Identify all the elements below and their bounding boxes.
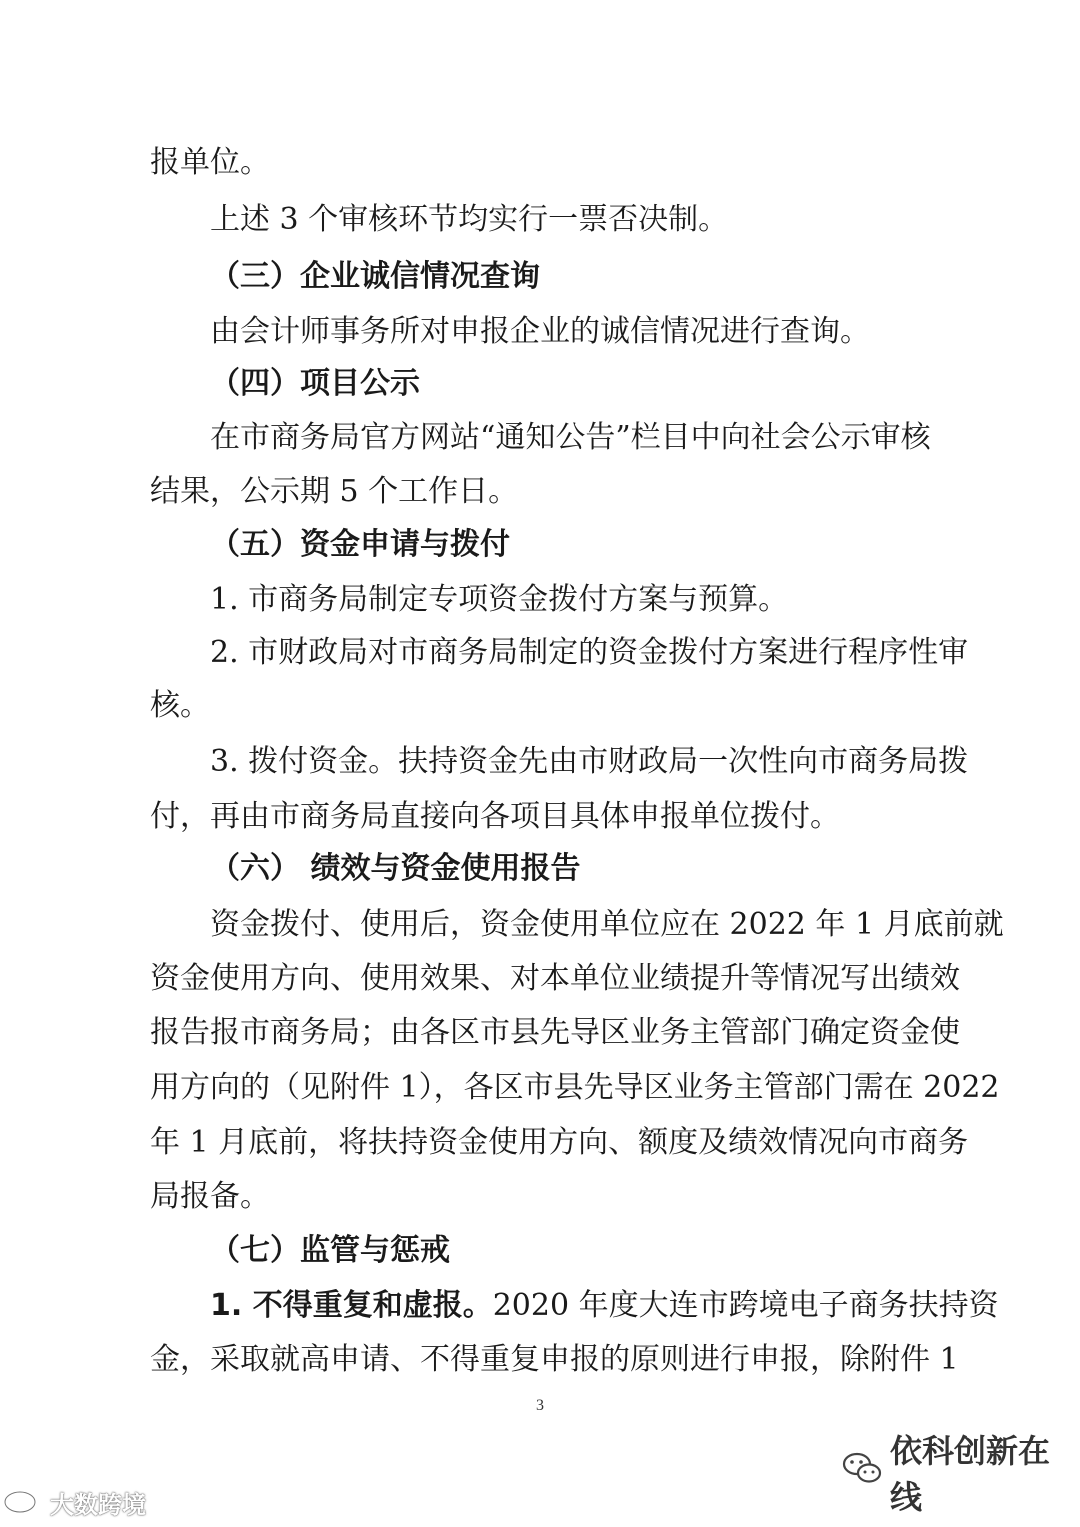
watermark-left — [2, 1484, 146, 1520]
text-run: 2020 年度大连市跨境电子商务扶持资 — [492, 1288, 999, 1323]
weibo-logo-icon — [2, 1484, 46, 1520]
section-heading: （六） 绩效与资金使用报告 — [210, 851, 581, 886]
section-heading: （三）企业诚信情况查询 — [210, 259, 540, 294]
watermark-left-text: 大数跨境 — [50, 1490, 146, 1519]
text-line: 3. 拨付资金。扶持资金先由市财政局一次性向市商务局拨 — [210, 744, 969, 779]
text-line: 金，采取就高申请、不得重复申报的原则进行申报，除附件 1 — [150, 1342, 959, 1377]
text-line: 局报备。 — [150, 1179, 270, 1214]
text-line: 结果，公示期 5 个工作日。 — [150, 474, 519, 509]
section-heading: （四）项目公示 — [210, 366, 420, 401]
section-heading: （五）资金申请与拨付 — [210, 527, 510, 562]
text-line: 上述 3 个审核环节均实行一票否决制。 — [210, 202, 729, 237]
text-line: 用方向的（见附件 1），各区市县先导区业务主管部门需在 2022 — [150, 1070, 1000, 1105]
text-line: 在市商务局官方网站“通知公告”栏目中向社会公示审核 — [210, 420, 931, 455]
page-number: 3 — [536, 1397, 544, 1414]
text-line: 1. 市商务局制定专项资金拨付方案与预算。 — [210, 582, 789, 617]
text-line: 资金拨付、使用后，资金使用单位应在 2022 年 1 月底前就 — [210, 907, 1004, 942]
section-heading: （七）监管与惩戒 — [210, 1233, 450, 1268]
text-line: 资金使用方向、使用效果、对本单位业绩提升等情况写出绩效 — [150, 961, 960, 996]
text-line: 报单位。 — [150, 145, 270, 180]
text-line: 付，再由市商务局直接向各项目具体申报单位拨付。 — [150, 799, 840, 834]
text-line: 报告报市商务局；由各区市县先导区业务主管部门确定资金使 — [150, 1015, 960, 1050]
watermark-right-text: 依科创新在线 — [890, 1432, 1051, 1516]
bold-lead: 1. 不得重复和虚报。 — [210, 1288, 493, 1323]
text-line: 核。 — [150, 688, 210, 723]
text-line: 年 1 月底前，将扶持资金使用方向、额度及绩效情况向市商务 — [150, 1125, 969, 1160]
watermark-right — [842, 1432, 1080, 1516]
text-line — [0, 1286, 1080, 1326]
text-line: 由会计师事务所对申报企业的诚信情况进行查询。 — [210, 314, 870, 349]
text-line: 2. 市财政局对市商务局制定的资金拨付方案进行程序性审 — [210, 635, 969, 670]
wechat-logo-icon — [842, 1451, 882, 1493]
